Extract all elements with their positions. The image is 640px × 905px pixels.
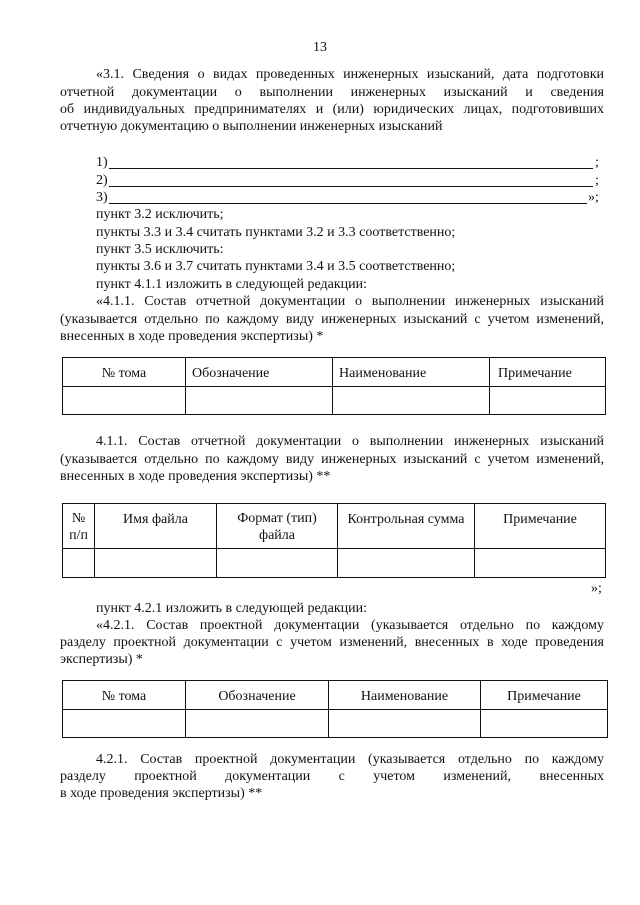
section-3-1-line-2: отчетной документации о выполнении инженерных изысканий и сведения xyxy=(60,85,604,100)
amendment-2: пункты 3.3 и 3.4 считать пунктами 3.2 и 3.3 соответственно; xyxy=(96,225,456,240)
amendment-4: пункты 3.6 и 3.7 считать пунктами 3.4 и 3.5 соответственно; xyxy=(96,259,456,274)
table-header-file-name: Имя файла xyxy=(95,504,217,549)
list-item-3-end: »; xyxy=(588,190,599,205)
list-item-2-blank xyxy=(109,186,593,187)
table-header-volume-no: № тома xyxy=(63,358,186,387)
table-cell xyxy=(481,710,608,738)
section-4-1-1a-line-3: внесенных в ходе проведения экспертизы) * xyxy=(60,329,324,344)
section-4-2-1a-line-3: экспертизы) * xyxy=(60,652,143,667)
section-4-1-1a-line-2: (указывается отдельно по каждому виду инженерных изысканий с учетом изменений, xyxy=(60,312,604,327)
section-3-1-line-3: об индивидуальных предпринимателях и (или) юридических лицах, подготовивших xyxy=(60,102,604,117)
table-cell xyxy=(338,549,475,578)
table-cell xyxy=(329,710,481,738)
list-item-1-blank xyxy=(109,168,593,169)
table-header-note: Примечание xyxy=(475,504,606,549)
table-cell xyxy=(63,710,186,738)
table-header-designation: Обозначение xyxy=(186,358,333,387)
section-4-2-1b-line-3: в ходе проведения экспертизы) ** xyxy=(60,786,263,801)
table-cell xyxy=(63,549,95,578)
section-4-2-1b-line-1: 4.2.1. Состав проектной документации (указывается отдельно по каждому xyxy=(96,752,604,767)
table-header-note: Примечание xyxy=(481,681,608,710)
table-cell xyxy=(490,387,606,415)
table-header-note: Примечание xyxy=(490,358,606,387)
table-cell xyxy=(475,549,606,578)
table-cell xyxy=(63,387,186,415)
section-4-1-1b-line-1: 4.1.1. Состав отчетной документации о выполнении инженерных изысканий xyxy=(96,434,604,449)
table-cell xyxy=(186,387,333,415)
list-item-2-end: ; xyxy=(595,173,599,188)
list-item-3-blank xyxy=(109,203,587,204)
table-header-row-no xyxy=(63,504,95,549)
table-cell xyxy=(217,549,338,578)
list-item-1-number: 1) xyxy=(96,155,108,170)
table-4-1-1-files xyxy=(62,503,606,578)
table-header-volume-no: № тома xyxy=(63,681,186,710)
table-header-row-no-label: № п/п xyxy=(69,511,88,543)
section-4-1-1b-line-2: (указывается отдельно по каждому виду инженерных изысканий с учетом изменений, xyxy=(60,452,604,467)
section-4-2-1a-line-2: разделу проектной документации с учетом изменений, внесенных в ходе проведения xyxy=(60,635,604,650)
section-4-2-1a-line-1: «4.2.1. Состав проектной документации (указывается отдельно по каждому xyxy=(96,618,604,633)
section-3-1-line-4: отчетную документацию о выполнении инженерных изысканий xyxy=(60,119,443,134)
closing-quote: »; xyxy=(591,581,602,596)
table-header-checksum: Контрольная сумма xyxy=(338,504,475,549)
table-header-name: Наименование xyxy=(333,358,490,387)
amendment-5: пункт 4.1.1 изложить в следующей редакции: xyxy=(96,277,367,292)
section-4-1-1a-line-1: «4.1.1. Состав отчетной документации о выполнении инженерных изысканий xyxy=(96,294,604,309)
table-header-file-format-label: Формат (тип) файла xyxy=(237,511,317,543)
table-cell xyxy=(95,549,217,578)
table-4-1-1-volumes xyxy=(62,357,606,415)
amendment-4-2-1: пункт 4.2.1 изложить в следующей редакции: xyxy=(96,601,367,616)
list-item-3-number: 3) xyxy=(96,190,108,205)
table-cell xyxy=(333,387,490,415)
section-4-1-1b-line-3: внесенных в ходе проведения экспертизы) ** xyxy=(60,469,331,484)
amendment-3: пункт 3.5 исключить: xyxy=(96,242,224,257)
table-4-2-1-volumes xyxy=(62,680,608,738)
section-4-2-1b-line-2: разделу проектной документации с учетом изменений, внесенных xyxy=(60,769,604,784)
section-3-1-line-1: «3.1. Сведения о видах проведенных инженерных изысканий, дата подготовки xyxy=(96,67,604,82)
page-number: 13 xyxy=(313,40,327,55)
amendment-1: пункт 3.2 исключить; xyxy=(96,207,224,222)
list-item-2-number: 2) xyxy=(96,173,108,188)
table-header-designation: Обозначение xyxy=(186,681,329,710)
list-item-1-end: ; xyxy=(595,155,599,170)
table-header-file-format xyxy=(217,504,338,549)
table-cell xyxy=(186,710,329,738)
table-header-name: Наименование xyxy=(329,681,481,710)
